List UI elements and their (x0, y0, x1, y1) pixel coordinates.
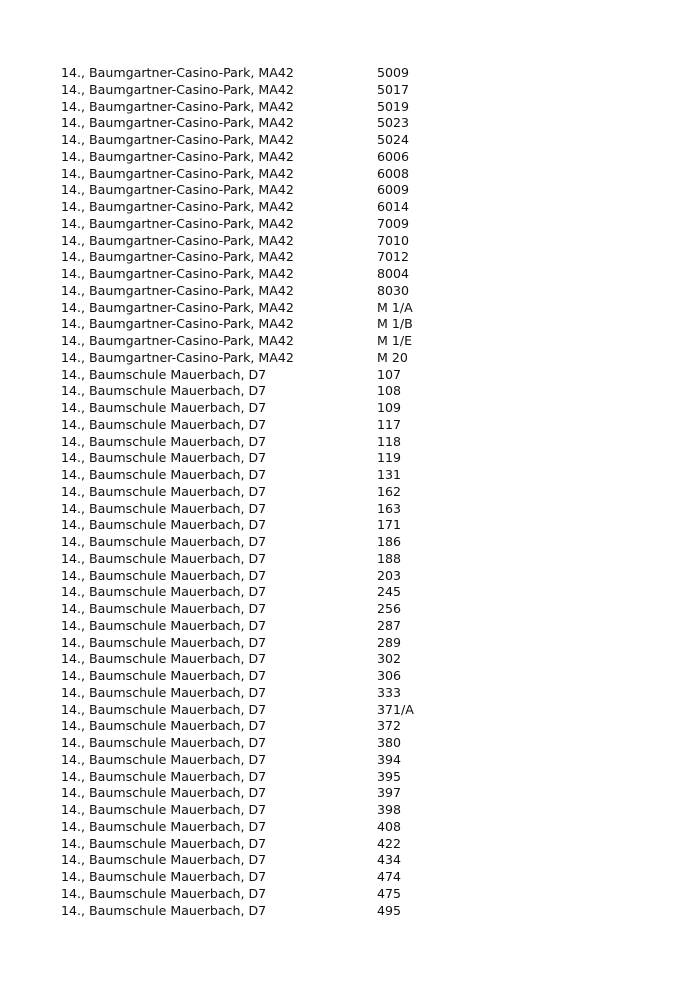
table-row (61, 484, 461, 501)
number-cell: 118 (377, 433, 402, 449)
table-row (61, 400, 461, 417)
number-cell: 256 (377, 601, 402, 616)
table-row (61, 316, 461, 333)
table-row (61, 869, 461, 886)
location-cell: 14., Baumschule Mauerbach, D7 (61, 668, 267, 683)
number-cell: 302 (377, 651, 402, 667)
location-cell: 14., Baumschule Mauerbach, D7 (61, 400, 267, 415)
table-row (61, 199, 461, 216)
table-row (61, 115, 461, 132)
location-cell: 14., Baumschule Mauerbach, D7 (61, 684, 267, 700)
table-row (61, 903, 461, 920)
table-row (61, 501, 461, 518)
table-row (61, 534, 461, 551)
table-row (61, 785, 461, 802)
location-cell: 14., Baumgartner-Casino-Park, MA42 (61, 266, 294, 281)
table-row (61, 467, 461, 484)
number-cell: 380 (377, 735, 402, 750)
location-cell: 14., Baumschule Mauerbach, D7 (61, 483, 267, 499)
table-row (61, 350, 461, 367)
number-cell: 7012 (377, 249, 410, 265)
number-cell: 186 (377, 534, 402, 549)
number-cell: 119 (377, 450, 402, 466)
table-row (61, 233, 461, 250)
number-cell: 408 (377, 818, 402, 834)
location-cell: 14., Baumschule Mauerbach, D7 (61, 835, 267, 851)
number-cell: 397 (377, 785, 402, 801)
number-cell: 5024 (377, 132, 410, 147)
number-cell: 422 (377, 835, 402, 851)
location-cell: 14., Baumgartner-Casino-Park, MA42 (61, 232, 294, 248)
number-cell: 475 (377, 885, 402, 901)
number-cell: M 1/B (377, 316, 413, 332)
location-cell: 14., Baumschule Mauerbach, D7 (61, 735, 267, 750)
location-cell: 14., Baumschule Mauerbach, D7 (61, 617, 267, 633)
location-cell: 14., Baumgartner-Casino-Park, MA42 (61, 148, 294, 164)
location-cell: 14., Baumschule Mauerbach, D7 (61, 802, 267, 817)
table-row (61, 450, 461, 467)
location-cell: 14., Baumgartner-Casino-Park, MA42 (61, 349, 294, 365)
number-cell: 7009 (377, 215, 410, 231)
number-cell: M 20 (377, 349, 408, 365)
location-cell: 14., Baumschule Mauerbach, D7 (61, 500, 267, 516)
location-cell: 14., Baumschule Mauerbach, D7 (61, 634, 267, 650)
location-cell: 14., Baumschule Mauerbach, D7 (61, 718, 267, 734)
location-cell: 14., Baumschule Mauerbach, D7 (61, 651, 267, 667)
number-cell: 163 (377, 500, 402, 516)
number-cell: 109 (377, 400, 402, 415)
table-row (61, 718, 461, 735)
listing-table (61, 65, 461, 919)
table-row (61, 568, 461, 585)
location-cell: 14., Baumgartner-Casino-Park, MA42 (61, 282, 294, 298)
number-cell: 495 (377, 902, 402, 918)
number-cell: 394 (377, 751, 402, 767)
location-cell: 14., Baumgartner-Casino-Park, MA42 (61, 215, 294, 231)
number-cell: 289 (377, 634, 402, 650)
table-row (61, 65, 461, 82)
table-row (61, 300, 461, 317)
number-cell: 162 (377, 483, 402, 499)
table-row (61, 852, 461, 869)
table-row (61, 584, 461, 601)
number-cell: 474 (377, 869, 402, 884)
location-cell: 14., Baumschule Mauerbach, D7 (61, 467, 267, 482)
table-row (61, 668, 461, 685)
number-cell: 5017 (377, 81, 410, 97)
location-cell: 14., Baumgartner-Casino-Park, MA42 (61, 65, 294, 80)
location-cell: 14., Baumgartner-Casino-Park, MA42 (61, 132, 294, 147)
table-row (61, 685, 461, 702)
location-cell: 14., Baumgartner-Casino-Park, MA42 (61, 81, 294, 97)
table-row (61, 517, 461, 534)
number-cell: 6009 (377, 182, 410, 198)
location-cell: 14., Baumschule Mauerbach, D7 (61, 902, 267, 918)
number-cell: 245 (377, 584, 402, 600)
number-cell: 306 (377, 668, 402, 683)
location-cell: 14., Baumschule Mauerbach, D7 (61, 885, 267, 901)
number-cell: M 1/E (377, 333, 413, 348)
number-cell: 8004 (377, 266, 410, 281)
number-cell: 203 (377, 567, 402, 583)
table-row (61, 802, 461, 819)
number-cell: 117 (377, 416, 402, 432)
location-cell: 14., Baumgartner-Casino-Park, MA42 (61, 333, 294, 348)
table-row (61, 769, 461, 786)
table-row (61, 819, 461, 836)
number-cell: 5023 (377, 115, 410, 131)
location-cell: 14., Baumgartner-Casino-Park, MA42 (61, 316, 294, 332)
location-cell: 14., Baumgartner-Casino-Park, MA42 (61, 182, 294, 198)
location-cell: 14., Baumschule Mauerbach, D7 (61, 768, 267, 784)
number-cell: 188 (377, 550, 402, 566)
number-cell: 372 (377, 718, 402, 734)
location-cell: 14., Baumschule Mauerbach, D7 (61, 433, 267, 449)
number-cell: 287 (377, 617, 402, 633)
table-row (61, 635, 461, 652)
table-row (61, 99, 461, 116)
table-row (61, 182, 461, 199)
number-cell: 395 (377, 768, 402, 784)
table-row (61, 618, 461, 635)
location-cell: 14., Baumschule Mauerbach, D7 (61, 869, 267, 884)
number-cell: 6006 (377, 148, 410, 164)
location-cell: 14., Baumschule Mauerbach, D7 (61, 416, 267, 432)
location-cell: 14., Baumschule Mauerbach, D7 (61, 517, 267, 533)
number-cell: 6008 (377, 165, 410, 181)
table-row (61, 886, 461, 903)
number-cell: 434 (377, 852, 402, 868)
table-row (61, 735, 461, 752)
number-cell: 171 (377, 517, 402, 533)
location-cell: 14., Baumschule Mauerbach, D7 (61, 534, 267, 549)
table-row (61, 166, 461, 183)
location-cell: 14., Baumgartner-Casino-Park, MA42 (61, 249, 294, 265)
location-cell: 14., Baumschule Mauerbach, D7 (61, 366, 267, 382)
table-row (61, 82, 461, 99)
location-cell: 14., Baumschule Mauerbach, D7 (61, 383, 267, 399)
location-cell: 14., Baumgartner-Casino-Park, MA42 (61, 299, 294, 315)
location-cell: 14., Baumschule Mauerbach, D7 (61, 751, 267, 767)
number-cell: 131 (377, 467, 402, 482)
location-cell: 14., Baumgartner-Casino-Park, MA42 (61, 165, 294, 181)
number-cell: 398 (377, 802, 402, 817)
table-row (61, 216, 461, 233)
table-row (61, 383, 461, 400)
location-cell: 14., Baumschule Mauerbach, D7 (61, 450, 267, 466)
location-cell: 14., Baumschule Mauerbach, D7 (61, 584, 267, 600)
table-row (61, 702, 461, 719)
location-cell: 14., Baumschule Mauerbach, D7 (61, 785, 267, 801)
table-row (61, 601, 461, 618)
location-cell: 14., Baumschule Mauerbach, D7 (61, 567, 267, 583)
table-row (61, 836, 461, 853)
table-row (61, 249, 461, 266)
number-cell: 8030 (377, 282, 410, 298)
table-row (61, 551, 461, 568)
table-row (61, 752, 461, 769)
number-cell: 108 (377, 383, 402, 399)
table-row (61, 434, 461, 451)
table-row (61, 417, 461, 434)
number-cell: 5019 (377, 98, 410, 114)
location-cell: 14., Baumgartner-Casino-Park, MA42 (61, 199, 294, 214)
table-row (61, 132, 461, 149)
number-cell: 6014 (377, 199, 410, 214)
number-cell: 107 (377, 366, 402, 382)
table-row (61, 333, 461, 350)
location-cell: 14., Baumgartner-Casino-Park, MA42 (61, 98, 294, 114)
location-cell: 14., Baumgartner-Casino-Park, MA42 (61, 115, 294, 131)
location-cell: 14., Baumschule Mauerbach, D7 (61, 550, 267, 566)
number-cell: 7010 (377, 232, 410, 248)
number-cell: 333 (377, 684, 402, 700)
location-cell: 14., Baumschule Mauerbach, D7 (61, 852, 267, 868)
number-cell: 5009 (377, 65, 410, 80)
table-row (61, 367, 461, 384)
table-row (61, 266, 461, 283)
location-cell: 14., Baumschule Mauerbach, D7 (61, 818, 267, 834)
table-row (61, 149, 461, 166)
table-row (61, 283, 461, 300)
number-cell: M 1/A (377, 299, 413, 315)
number-cell: 371/A (377, 701, 414, 717)
location-cell: 14., Baumschule Mauerbach, D7 (61, 701, 267, 717)
location-cell: 14., Baumschule Mauerbach, D7 (61, 601, 267, 616)
table-row (61, 651, 461, 668)
